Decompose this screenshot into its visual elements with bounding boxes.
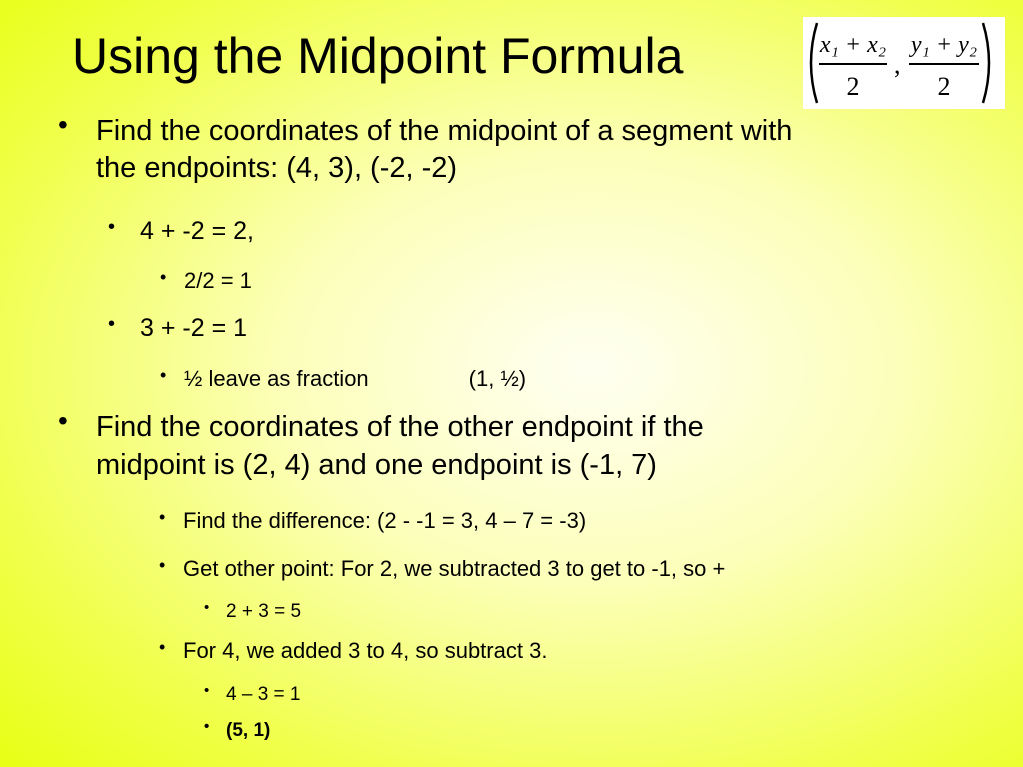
bullet-text: Find the coordinates of the midpoint of a segment with [96,115,793,147]
bullet-text: Find the difference: (2 - -1 = 3, 4 – 7 = -3) [183,508,587,533]
bullet-text: 4 – 3 = 1 [226,684,301,705]
bullet-text: 2/2 = 1 [184,268,252,293]
y-numerator: y₁ + y₂ [910,32,978,58]
subbullet-final-answer [204,718,271,743]
subbullet-x-divide [160,267,252,295]
bullet-endpoint-question [58,405,704,446]
bullet-text: ½ leave as fraction [184,366,369,391]
midpoint-result: (1, ½) [468,366,527,391]
bullet-icon: • [159,555,166,575]
y-denominator: 2 [937,72,951,101]
bullet-text: Get other point: For 2, we subtracted 3 to get to -1, so + [183,556,726,581]
bullet-text: 4 + -2 = 2, [140,217,254,245]
right-paren-icon [983,23,989,103]
bullet-endpoint-question-continued [96,447,657,484]
x-numerator: x₁ + x₂ [819,32,887,58]
bullet-icon: • [108,313,116,335]
bullet-icon: • [160,267,167,287]
bullet-text: Find the coordinates of the other endpoint if the [96,411,704,443]
subbullet-x-sum [108,216,254,246]
bullet-text: 2 + 3 = 5 [226,601,302,622]
bullet-icon: • [204,599,210,616]
bullet-icon: • [159,507,166,527]
midpoint-formula-image [803,17,1005,109]
bullet-icon: • [108,216,116,238]
comma-separator: , [894,50,901,79]
midpoint-formula-graphic [803,17,1005,109]
bullet-icon: • [58,109,68,140]
final-answer: (5, 1) [226,720,271,741]
subbullet-y-sum [108,313,248,343]
left-paren-icon [811,23,817,103]
subbullet-y-step [159,637,548,665]
bullet-text: For 4, we added 3 to 4, so subtract 3. [183,638,548,663]
bullet-midpoint-question [58,109,793,150]
subbullet-difference [159,507,587,535]
subbullet-x-result [204,599,302,624]
bullet-icon: • [160,365,167,385]
bullet-icon: • [204,718,210,735]
bullet-text: 3 + -2 = 1 [140,314,248,342]
subbullet-other-point [159,555,726,583]
bullet-icon: • [159,637,166,657]
subbullet-y-fraction [160,365,527,393]
x-denominator: 2 [846,72,860,101]
bullet-midpoint-question-continued [96,150,457,187]
subbullet-y-result [204,682,301,707]
bullet-text: the endpoints: (4, 3), (-2, -2) [96,152,458,184]
slide-title: Using the Midpoint Formula [72,28,684,84]
bullet-icon: • [204,682,210,699]
bullet-text: midpoint is (2, 4) and one endpoint is (-1, 7) [96,449,657,481]
bullet-icon: • [58,405,68,436]
